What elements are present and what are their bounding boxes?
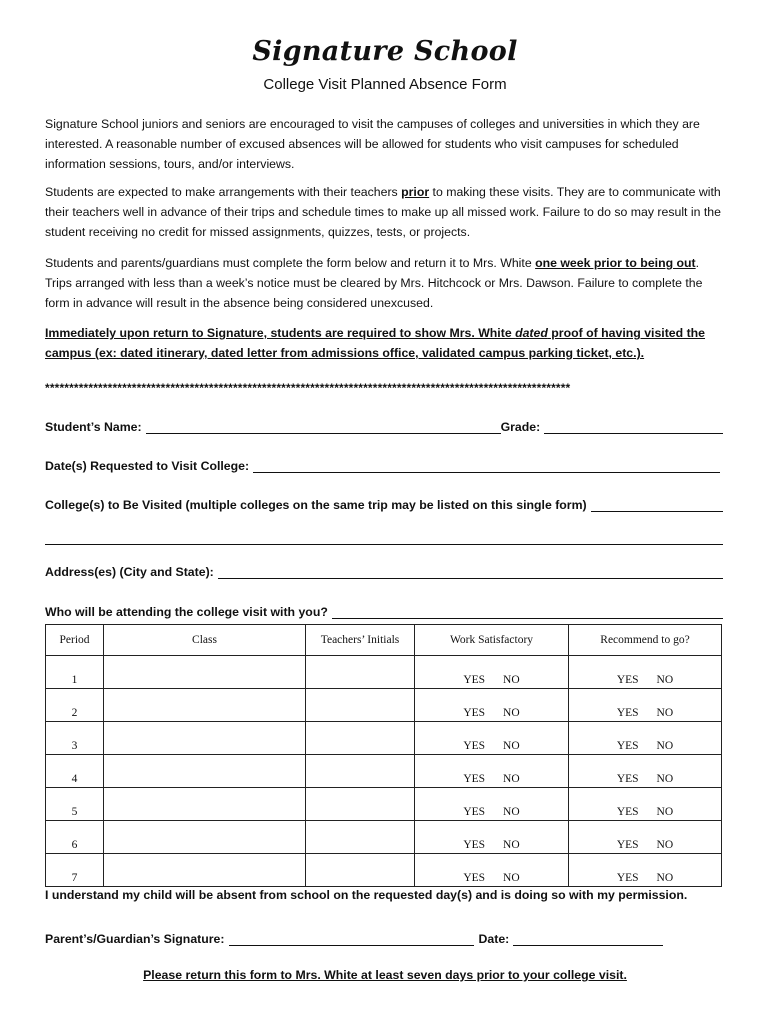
header-recommend: Recommend to go? bbox=[569, 625, 722, 656]
school-title: Signature School bbox=[252, 36, 518, 67]
attending-input[interactable] bbox=[332, 605, 723, 619]
work-satisfactory-cell bbox=[415, 854, 569, 887]
period-number: 3 bbox=[46, 722, 104, 755]
teachers-initials-cell[interactable] bbox=[306, 755, 415, 788]
yes-option[interactable]: YES bbox=[616, 839, 639, 851]
table-row bbox=[46, 722, 722, 755]
table-header-row bbox=[46, 625, 722, 656]
consent-statement: I understand my child will be absent from school on the requested day(s) and is doing so with my permission. bbox=[45, 888, 688, 902]
yes-option[interactable]: YES bbox=[463, 806, 486, 818]
colleges-continued-input[interactable] bbox=[45, 531, 723, 545]
class-cell[interactable] bbox=[104, 788, 306, 821]
student-name-label: Student’s Name: bbox=[45, 420, 142, 434]
no-option[interactable]: NO bbox=[656, 872, 674, 884]
recommend-cell bbox=[569, 755, 722, 788]
p4-text-b: proof of having visited the campus (ex: dated itinerary, dated letter from admissions office, validated campus parking ticket, etc.). bbox=[45, 326, 706, 360]
work-satisfactory-cell bbox=[415, 788, 569, 821]
work-satisfactory-cell bbox=[415, 656, 569, 689]
p2-text-b: to making these visits. They are to communicate with their teachers well in advance of their trips and schedule times to make up all missed work. Failure to do so may result in the student receiving no credit for missed assignments, quizzes, tests, or projects. bbox=[45, 185, 721, 239]
class-cell[interactable] bbox=[104, 821, 306, 854]
signature-label: Parent’s/Guardian’s Signature: bbox=[45, 932, 225, 946]
p4-emphasis: dated bbox=[515, 326, 548, 340]
grade-input[interactable] bbox=[544, 420, 723, 434]
table-row bbox=[46, 854, 722, 887]
table-row bbox=[46, 755, 722, 788]
no-option[interactable]: NO bbox=[503, 806, 520, 818]
no-option[interactable]: NO bbox=[503, 674, 520, 686]
star-divider: ************************************************************************************************************* bbox=[45, 381, 571, 395]
yes-option[interactable]: YES bbox=[463, 740, 486, 752]
form-subtitle: College Visit Planned Absence Form bbox=[263, 76, 507, 93]
no-option[interactable]: NO bbox=[656, 806, 674, 818]
yes-option[interactable]: YES bbox=[463, 707, 486, 719]
p3-text-b: . Trips arranged with less than a week’s notice must be cleared by Mrs. Hitchcock or Mrs. Dawson. Failure to complete the form in advance will result in the absence being considered unexcused. bbox=[45, 256, 703, 310]
no-option[interactable]: NO bbox=[503, 740, 520, 752]
address-input[interactable] bbox=[218, 565, 723, 579]
period-number: 4 bbox=[46, 755, 104, 788]
table-row bbox=[46, 788, 722, 821]
p3-text-a: Students and parents/guardians must complete the form below and return it to Mrs. White bbox=[45, 256, 536, 270]
intro-paragraph-1: Signature School juniors and seniors are encouraged to visit the campuses of colleges and universities in which they are interested. A reasonable number of excused absences will be allowed for students who visit campuses for scheduled information sessions, tours, and/or interviews. bbox=[45, 117, 700, 171]
table-row bbox=[46, 689, 722, 722]
no-option[interactable]: NO bbox=[503, 839, 520, 851]
signature-date-input[interactable] bbox=[513, 932, 663, 946]
header-work-satisfactory: Work Satisfactory bbox=[415, 625, 569, 656]
class-cell[interactable] bbox=[104, 854, 306, 887]
work-satisfactory-cell bbox=[415, 755, 569, 788]
dates-row bbox=[45, 455, 723, 473]
teachers-initials-cell[interactable] bbox=[306, 722, 415, 755]
yes-option[interactable]: YES bbox=[616, 674, 639, 686]
class-schedule-table bbox=[45, 624, 722, 887]
no-option[interactable]: NO bbox=[656, 839, 674, 851]
attending-row bbox=[45, 601, 723, 619]
recommend-cell bbox=[569, 854, 722, 887]
teachers-initials-cell[interactable] bbox=[306, 854, 415, 887]
no-option[interactable]: NO bbox=[656, 674, 674, 686]
header-period: Period bbox=[46, 625, 104, 656]
teachers-initials-cell[interactable] bbox=[306, 788, 415, 821]
class-cell[interactable] bbox=[104, 722, 306, 755]
yes-option[interactable]: YES bbox=[616, 806, 639, 818]
student-name-input[interactable] bbox=[146, 420, 501, 434]
period-number: 2 bbox=[46, 689, 104, 722]
p2-text-a: Students are expected to make arrangements with their teachers bbox=[45, 185, 402, 199]
p2-emphasis: prior bbox=[401, 185, 430, 199]
recommend-cell bbox=[569, 656, 722, 689]
recommend-cell bbox=[569, 821, 722, 854]
period-number: 1 bbox=[46, 656, 104, 689]
signature-input[interactable] bbox=[229, 932, 474, 946]
work-satisfactory-cell bbox=[415, 722, 569, 755]
colleges-continued-row bbox=[45, 527, 723, 545]
intro-paragraph-3 bbox=[45, 253, 727, 313]
address-row bbox=[45, 561, 723, 579]
signature-date-label: Date: bbox=[478, 932, 510, 946]
table-row bbox=[46, 821, 722, 854]
p4-text-a: Immediately upon return to Signature, students are required to show Mrs. White bbox=[45, 326, 516, 340]
class-cell[interactable] bbox=[104, 689, 306, 722]
work-satisfactory-cell bbox=[415, 821, 569, 854]
address-label: Address(es) (City and State): bbox=[45, 565, 214, 579]
class-cell[interactable] bbox=[104, 656, 306, 689]
yes-option[interactable]: YES bbox=[463, 872, 486, 884]
yes-option[interactable]: YES bbox=[463, 839, 486, 851]
no-option[interactable]: NO bbox=[503, 872, 520, 884]
colleges-input[interactable] bbox=[591, 498, 723, 512]
header-class: Class bbox=[104, 625, 306, 656]
no-option[interactable]: NO bbox=[656, 740, 674, 752]
colleges-label: College(s) to Be Visited (multiple colleges on the same trip may be listed on this single form) bbox=[45, 498, 587, 512]
dates-input[interactable] bbox=[253, 459, 720, 473]
grade-label: Grade: bbox=[500, 420, 541, 434]
yes-option[interactable]: YES bbox=[616, 740, 639, 752]
recommend-cell bbox=[569, 788, 722, 821]
p3-emphasis: one week prior to being out bbox=[535, 256, 696, 270]
no-option[interactable]: NO bbox=[656, 773, 674, 785]
colleges-row bbox=[45, 494, 723, 512]
period-number: 5 bbox=[46, 788, 104, 821]
period-number: 7 bbox=[46, 854, 104, 887]
yes-option[interactable]: YES bbox=[616, 773, 639, 785]
yes-option[interactable]: YES bbox=[616, 872, 639, 884]
yes-option[interactable]: YES bbox=[463, 773, 486, 785]
recommend-cell bbox=[569, 722, 722, 755]
return-instructions: Please return this form to Mrs. White at least seven days prior to your college visit. bbox=[143, 968, 627, 982]
no-option[interactable]: NO bbox=[503, 773, 520, 785]
intro-paragraph-4 bbox=[45, 323, 727, 363]
period-number: 6 bbox=[46, 821, 104, 854]
class-cell[interactable] bbox=[104, 755, 306, 788]
work-satisfactory-cell bbox=[415, 689, 569, 722]
intro-paragraph-2 bbox=[45, 182, 727, 242]
header-teachers-initials: Teachers’ Initials bbox=[306, 625, 415, 656]
no-option[interactable]: NO bbox=[503, 707, 520, 719]
yes-option[interactable]: YES bbox=[616, 707, 639, 719]
dates-label: Date(s) Requested to Visit College: bbox=[45, 459, 250, 473]
no-option[interactable]: NO bbox=[656, 707, 674, 719]
yes-option[interactable]: YES bbox=[463, 674, 486, 686]
student-name-row bbox=[45, 416, 723, 434]
signature-row bbox=[45, 928, 723, 946]
teachers-initials-cell[interactable] bbox=[306, 656, 415, 689]
teachers-initials-cell[interactable] bbox=[306, 689, 415, 722]
attending-label: Who will be attending the college visit with you? bbox=[45, 605, 328, 619]
table-row bbox=[46, 656, 722, 689]
teachers-initials-cell[interactable] bbox=[306, 821, 415, 854]
recommend-cell bbox=[569, 689, 722, 722]
